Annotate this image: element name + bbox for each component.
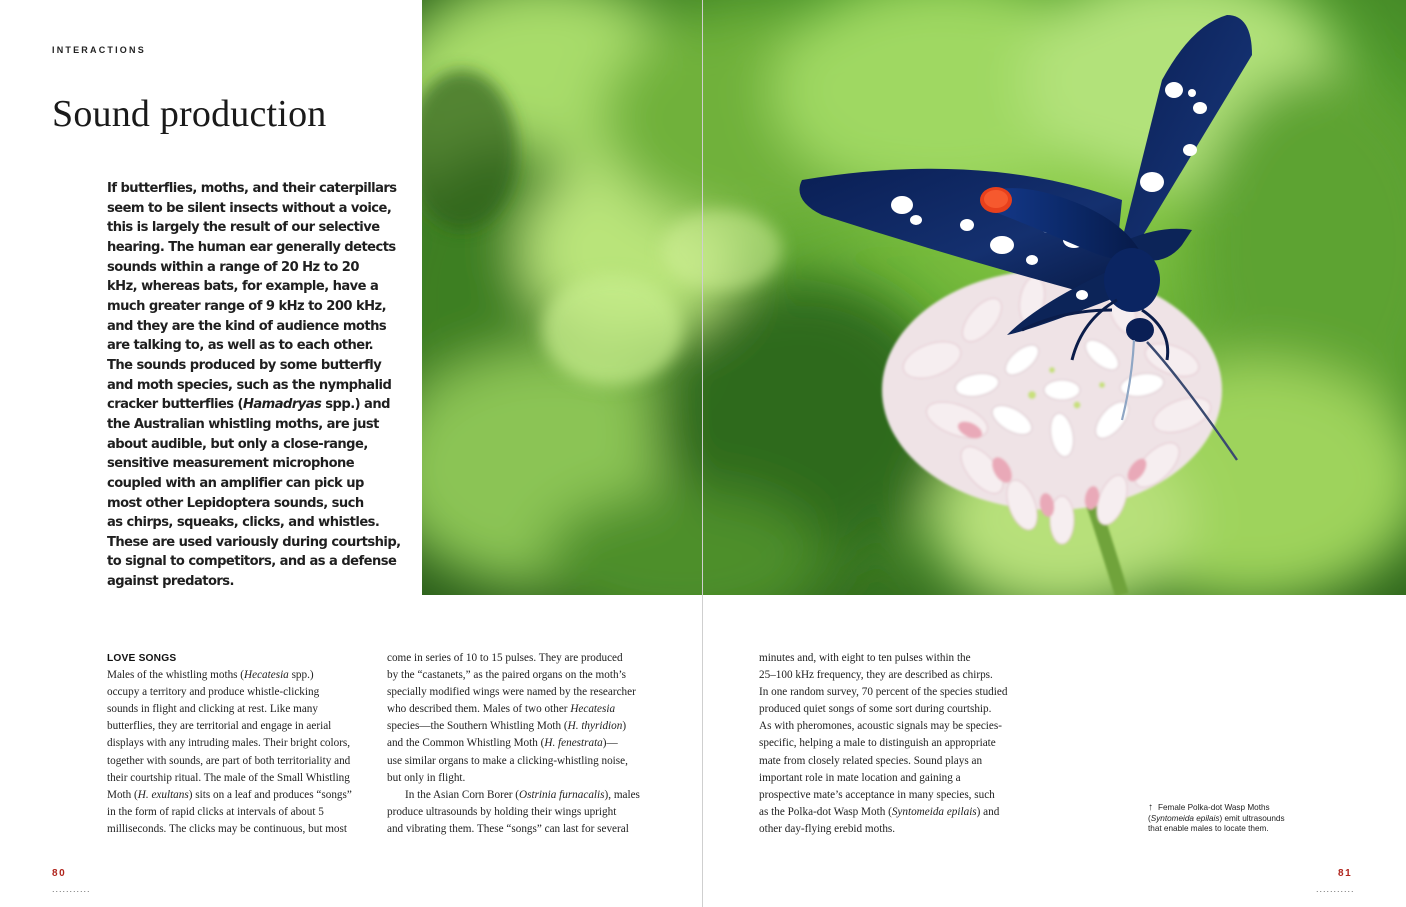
intro-text: cracker butterflies (: [107, 397, 243, 413]
body-line: by the “castanets,” as the paired organs on the moth’s: [387, 669, 627, 682]
body-line: displays with any intruding males. Their bright colors,: [107, 737, 351, 750]
body-line: their courtship ritual. The male of the Small Whistling: [107, 771, 350, 784]
body-line: sounds in flight and clicking at rest. Like many: [107, 703, 318, 716]
body-text: Males of the whistling moths (: [107, 669, 245, 682]
section-label: INTERACTIONS: [52, 45, 146, 55]
intro-line: If butterflies, moths, and their caterpillars: [107, 181, 397, 196]
body-line: specific, helping a male to distinguish an appropriate: [759, 737, 996, 750]
caption-text: ) emit ultrasounds: [1219, 813, 1285, 823]
photo-caption: [1148, 803, 1318, 835]
intro-line: The sounds produced by some butterfly: [107, 357, 382, 373]
page-title: Sound production: [52, 93, 327, 135]
intro-line: hearing. The human ear generally detects: [107, 239, 396, 255]
body-text: who described them. Males of two other: [387, 703, 571, 716]
caption-text: (: [1148, 813, 1151, 823]
body-line: [107, 667, 369, 684]
caption-text: Female Polka-dot Wasp Moths: [1158, 803, 1270, 812]
body-text: ), males: [604, 788, 640, 801]
intro-line: the Australian whistling moths, are just: [107, 416, 379, 432]
intro-line: coupled with an amplifier can pick up: [107, 475, 364, 491]
body-line: milliseconds. The clicks may be continuous, but most: [107, 822, 347, 835]
body-text: In the Asian Corn Borer (: [405, 788, 520, 801]
intro-line: to signal to competitors, and as a defense: [107, 554, 397, 570]
body-text: ): [622, 720, 627, 733]
moth-photo: [422, 0, 1406, 595]
spread-gutter: [702, 0, 703, 907]
body-line: produce ultrasounds by holding their wings upright: [387, 805, 617, 818]
intro-line: this is largely the result of our selective: [107, 220, 380, 236]
intro-line: as chirps, squeaks, clicks, and whistles.: [107, 515, 380, 531]
body-line: in the form of rapid clicks at intervals of about 5: [107, 805, 324, 818]
subhead: LOVE SONGS: [107, 653, 177, 664]
body-line: produced quiet songs of some sort during courtship.: [759, 703, 992, 716]
genus-name: Hecatesia: [570, 703, 616, 716]
intro-line: sounds within a range of 20 Hz to 20: [107, 259, 359, 275]
intro-line: seem to be silent insects without a voice,: [107, 200, 392, 216]
body-text: spp.): [288, 669, 314, 682]
body-text: Moth (: [107, 788, 138, 801]
intro-text: spp.) and: [321, 397, 390, 413]
intro-line: most other Lepidoptera sounds, such: [107, 495, 364, 511]
intro-line: kHz, whereas bats, for example, have a: [107, 279, 379, 295]
intro-line: [107, 395, 390, 415]
species-name: Syntomeida epilais: [1150, 813, 1220, 823]
body-line: [387, 735, 649, 752]
body-line: mate from closely related species. Sound plays an: [759, 754, 983, 767]
body-line: As with pheromones, acoustic signals may be species-: [759, 720, 1002, 733]
body-text: ) and: [976, 805, 1000, 818]
body-text: as the Polka-dot Wasp Moth (: [759, 805, 892, 818]
body-line: occupy a territory and produce whistle-clicking: [107, 686, 320, 699]
body-line: In one random survey, 70 percent of the species studied: [759, 686, 1008, 699]
genus-name: Hecatesia: [244, 669, 289, 682]
page-number-left: 80: [52, 868, 67, 879]
body-line: [387, 718, 649, 735]
body-text: species—the Southern Whistling Moth (: [387, 720, 568, 733]
body-line: specially modified wings were named by the researcher: [387, 686, 636, 699]
intro-line: about audible, but only a close-range,: [107, 436, 368, 452]
body-line: and vibrating them. These “songs” can last for several: [387, 822, 629, 835]
folio-dots-left: ...........: [52, 884, 91, 894]
body-line: [387, 787, 649, 804]
species-name: Syntomeida epilais: [891, 805, 977, 818]
species-name: Ostrinia furnacalis: [519, 788, 605, 801]
body-text: ) sits on a leaf and produces “songs”: [188, 788, 352, 801]
species-name: H. fenestrata: [544, 737, 603, 750]
body-text: and the Common Whistling Moth (: [387, 737, 545, 750]
column-2: [387, 650, 649, 838]
genus-name: Hamadryas: [242, 397, 322, 413]
column-3: [759, 650, 1021, 838]
intro-line: and moth species, such as the nymphalid: [107, 377, 392, 393]
intro-line: These are used variously during courtship,: [107, 534, 401, 550]
caption-line: [1148, 803, 1318, 814]
intro-line: and they are the kind of audience moths: [107, 318, 387, 334]
body-line: butterflies, they are territorial and engage in aerial: [107, 720, 332, 733]
caption-line: that enable males to locate them.: [1148, 824, 1269, 834]
page-number-right: 81: [1338, 868, 1353, 879]
species-name: H. exultans: [137, 788, 189, 801]
body-line: other day-flying erebid moths.: [759, 822, 896, 835]
body-line: 25–100 kHz frequency, they are described as chirps.: [759, 669, 993, 682]
body-line: [759, 804, 1021, 821]
up-arrow-icon: ↑: [1148, 802, 1153, 813]
body-line: [107, 787, 369, 804]
folio-dots-right: ...........: [1316, 884, 1355, 894]
body-line: use similar organs to make a clicking-whistling noise,: [387, 754, 628, 767]
intro-paragraph: [107, 179, 401, 592]
body-line: but only in flight.: [387, 771, 466, 784]
caption-line: [1148, 814, 1318, 825]
body-line: prospective mate’s acceptance in many species, such: [759, 788, 995, 801]
intro-line: against predators.: [107, 574, 234, 590]
body-line: important role in mate location and gaining a: [759, 771, 961, 784]
intro-line: much greater range of 9 kHz to 200 kHz,: [107, 298, 387, 314]
body-line: [387, 701, 649, 718]
intro-line: are talking to, as well as to each other.: [107, 338, 374, 354]
intro-line: sensitive measurement microphone: [107, 456, 355, 472]
column-1: [107, 650, 369, 838]
body-line: come in series of 10 to 15 pulses. They are produced: [387, 652, 623, 664]
species-name: H. thyridion: [567, 720, 623, 733]
body-line: minutes and, with eight to ten pulses within the: [759, 652, 971, 664]
body-text: )—: [602, 737, 618, 750]
body-line: together with sounds, are part of both territoriality and: [107, 754, 351, 767]
